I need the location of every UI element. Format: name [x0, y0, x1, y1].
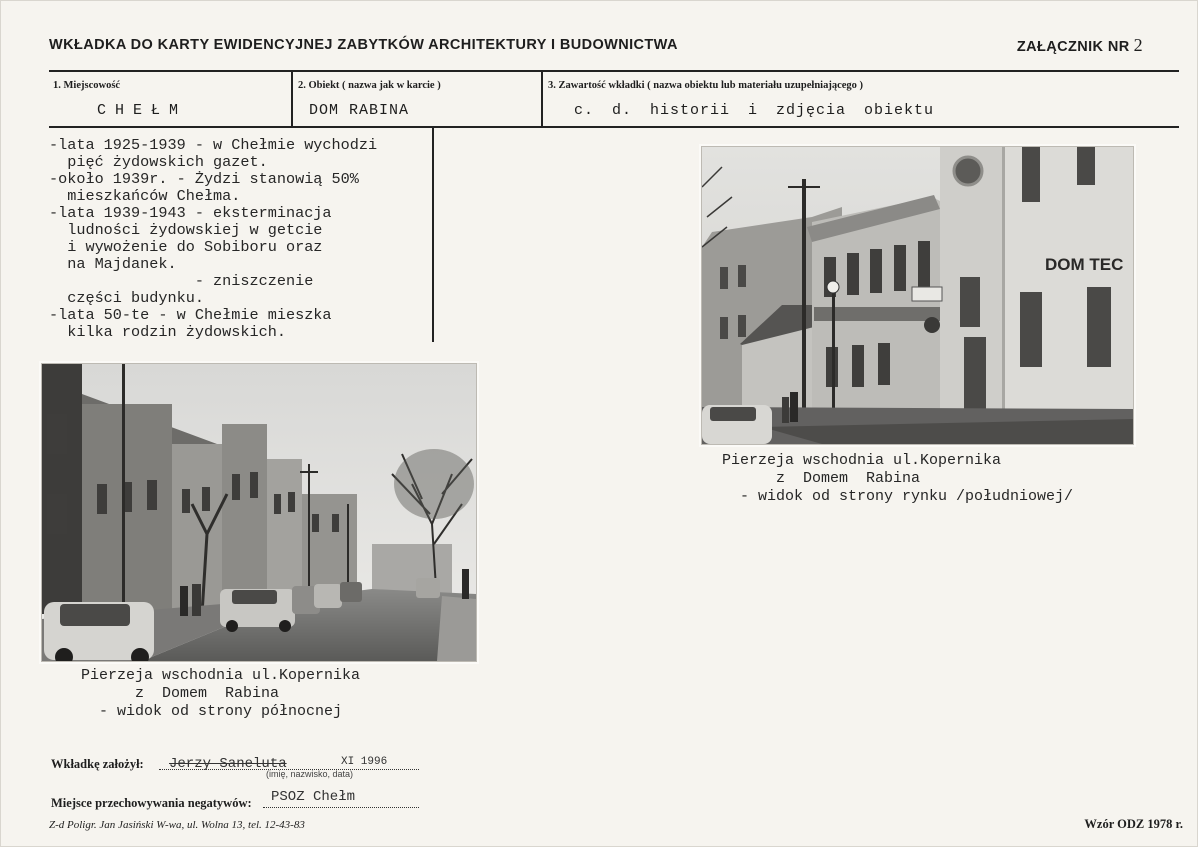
field-2-value: DOM RABINA — [309, 102, 410, 119]
author-hint: (imię, nazwisko, data) — [266, 769, 354, 779]
author-label: Wkładkę założył: — [51, 757, 144, 771]
negatives-location: PSOZ Chełm — [271, 789, 356, 805]
history-text: -lata 1925-1939 - w Chełmie wychodzi pięć żydowskich gazet. -około 1939r. - Żydzi stanowią 50% mieszkańców Chełma. -lata 1939-1943 - eksterminacja ludności żydowskiej w getcie i wywożenie do Sobiboru oraz na Majdanek. - zniszczenie części budynku. -lata 50-te - w Chełmie mieszka kilka rodzin żydowskich. — [49, 136, 378, 341]
attachment-number-value: 2 — [1133, 35, 1143, 55]
photo-left-caption: Pierzeja wschodnia ul.Kopernika z Domem Rabina - widok od strony północnej — [81, 667, 361, 720]
field-divider-1 — [291, 70, 293, 127]
negatives-label: Miejsce przechowywania negatywów: — [51, 796, 252, 810]
form-template-code: Wzór ODZ 1978 r. — [1084, 817, 1183, 831]
field-1-label: 1. Miejscowość — [53, 80, 121, 91]
photo-right-caption: Pierzeja wschodnia ul.Kopernika z Domem Rabina - widok od strony rynku /południowej/ — [722, 452, 1074, 505]
document-title: WKŁADKA DO KARTY EWIDENCYJNEJ ZABYTKÓW ARCHITEKTURY I BUDOWNICTWA — [49, 37, 678, 53]
street-photo-south — [702, 147, 1133, 444]
field-3-label: 3. Zawartość wkładki ( nazwa obiektu lub materiału uzupełniającego ) — [548, 80, 864, 91]
shop-sign: DOM TEC — [1045, 255, 1124, 274]
header-rule — [49, 70, 1179, 72]
field-1-value: CHEŁM — [97, 102, 188, 119]
author-name: Jerzy Saneluta — [169, 756, 287, 772]
street-photo-north — [42, 364, 476, 661]
attachment-label: ZAŁĄCZNIK NR — [1016, 39, 1130, 55]
photo-street-north-view — [41, 363, 477, 662]
fields-rule — [49, 126, 1179, 128]
author-date: XI 1996 — [341, 756, 388, 768]
attachment-number — [1017, 35, 1143, 56]
field-2-label: 2. Obiekt ( nazwa jak w karcie ) — [298, 80, 441, 91]
printer-imprint: Z-d Poligr. Jan Jasiński W-wa, ul. Wolna 13, tel. 12-43-83 — [49, 819, 305, 831]
photo-street-south-view — [701, 146, 1134, 445]
field-divider-2 — [541, 70, 543, 127]
negatives-dotline — [263, 807, 419, 808]
field-3-value: c. d. historii i zdjęcia obiektu — [574, 102, 935, 119]
history-divider — [432, 127, 434, 342]
